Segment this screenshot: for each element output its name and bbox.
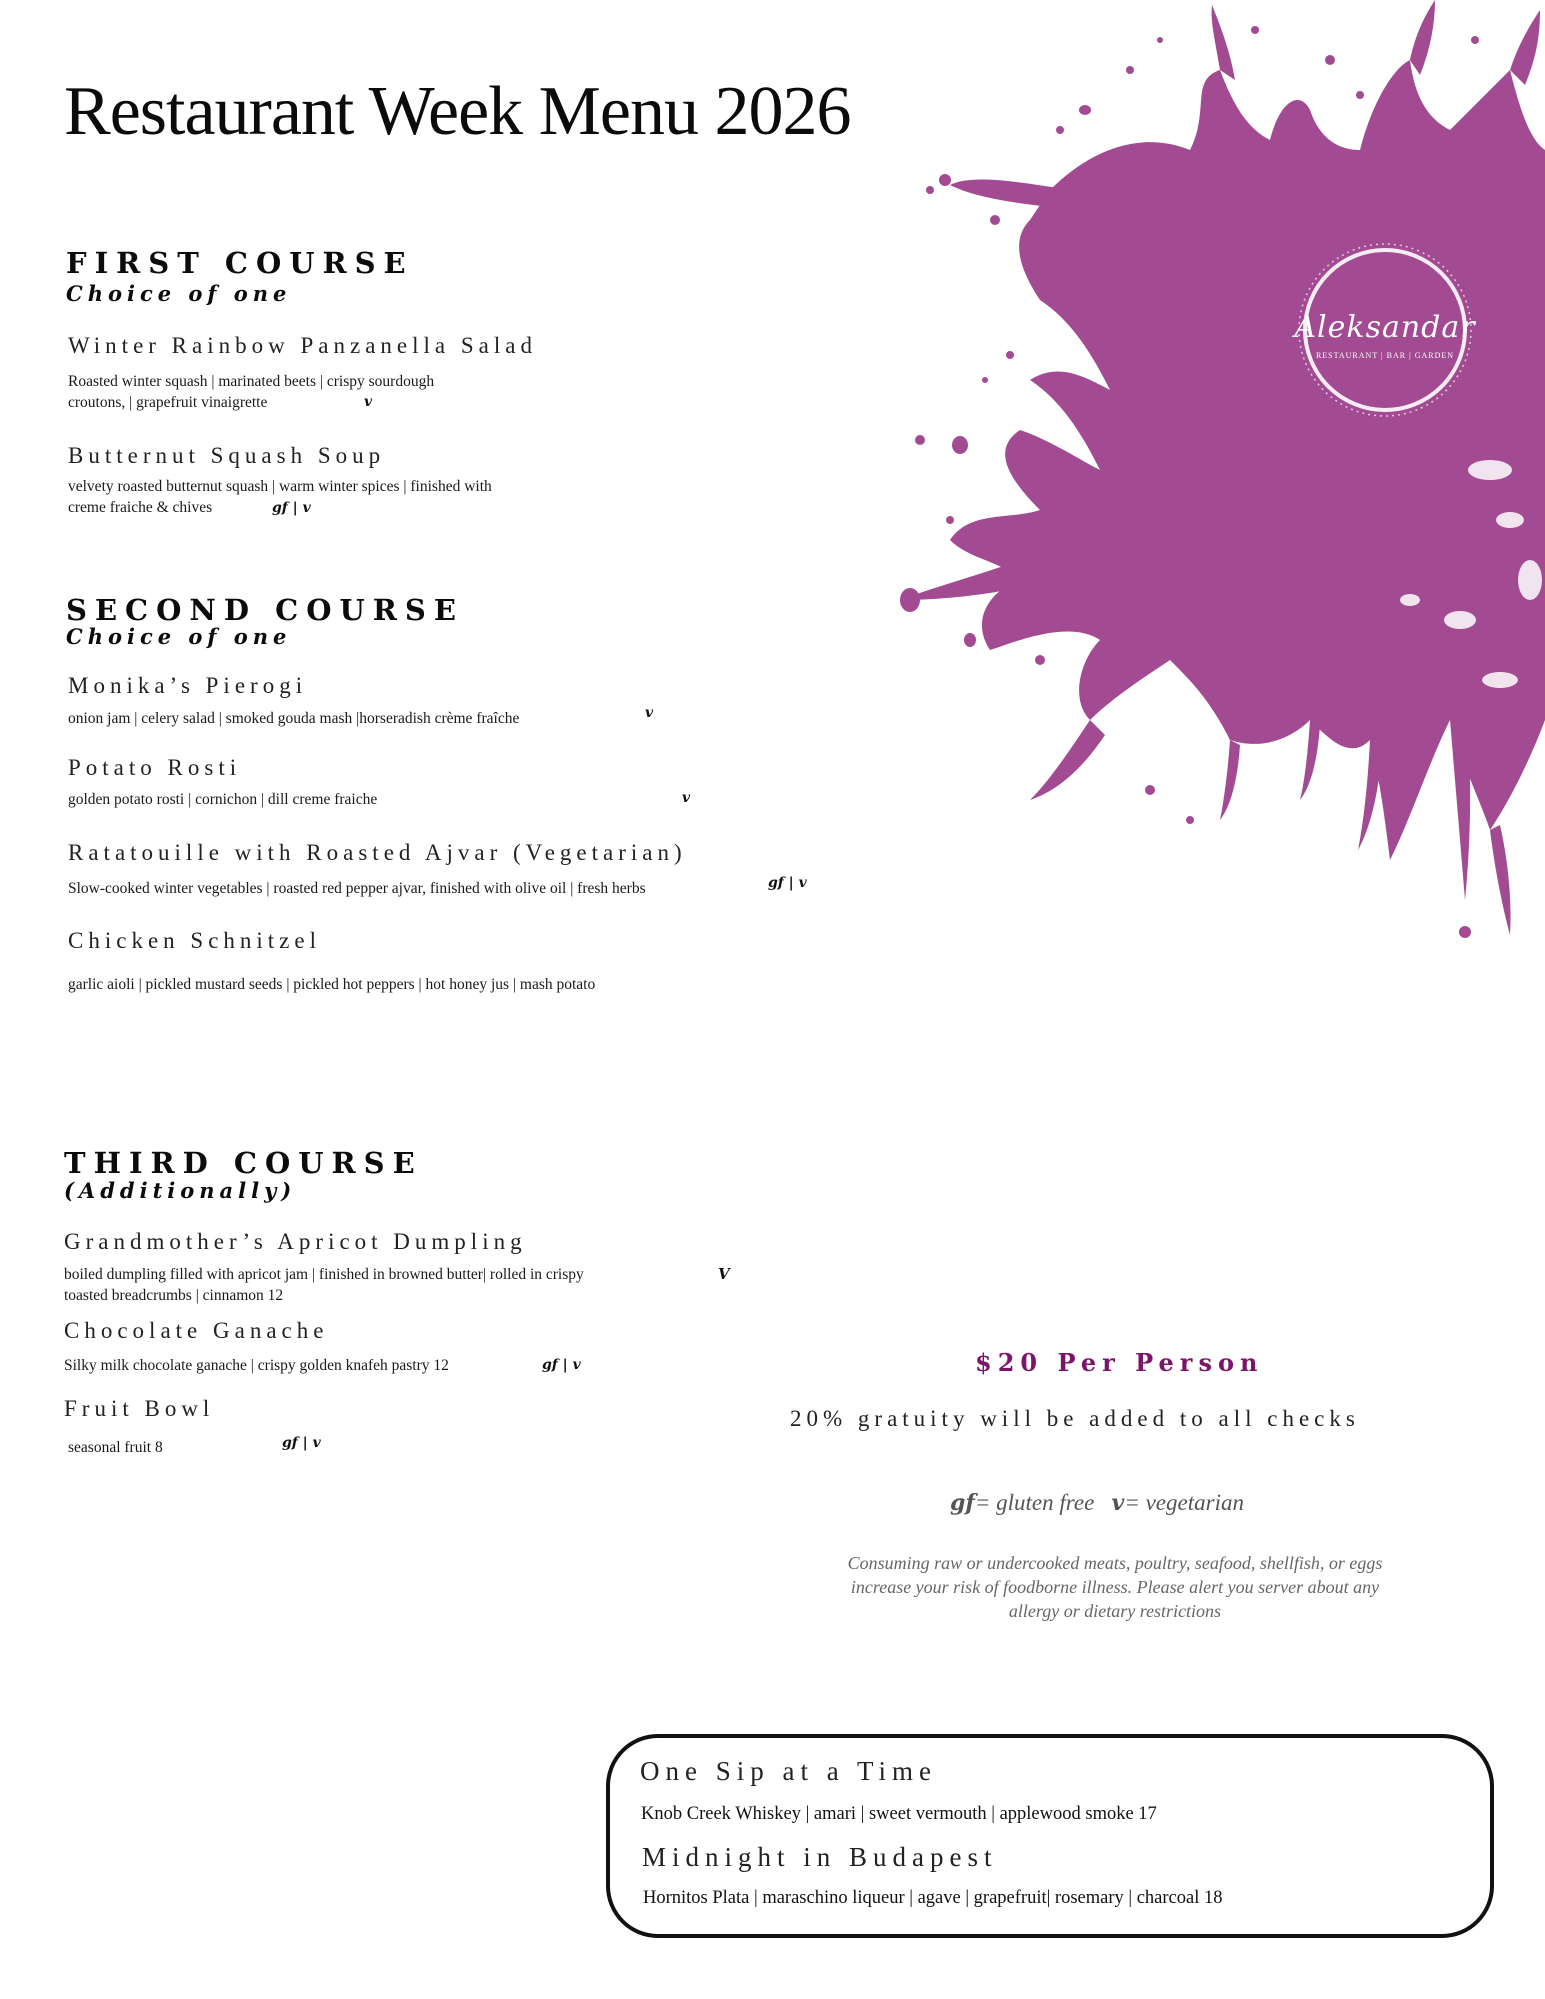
menu-item-desc: Roasted winter squash | marinated beets | crispy sourdough — [68, 373, 435, 390]
paint-splash-logo — [890, 0, 1545, 940]
menu-item-name: Butternut Squash Soup — [68, 443, 386, 468]
menu-item-name: Fruit Bowl — [64, 1396, 215, 1421]
second-course-subheading: Choice of one — [66, 624, 292, 649]
menu-item-desc: garlic aioli | pickled mustard seeds | pickled hot peppers | hot honey jus | mash potato — [68, 976, 596, 993]
menu-item-desc: toasted breadcrumbs | cinnamon 12 — [64, 1287, 284, 1304]
diet-tag: v — [645, 705, 654, 721]
third-course-heading: THIRD COURSE — [64, 1146, 423, 1180]
second-course-heading: SECOND COURSE — [66, 593, 464, 627]
legend-gf-key: gf — [950, 1490, 975, 1516]
menu-item-desc: onion jam | celery salad | smoked gouda mash |horseradish crème fraîche — [68, 710, 520, 727]
logo-script: Aleksandar — [1294, 310, 1476, 345]
drink-name: One Sip at a Time — [640, 1756, 938, 1786]
legend-v-text: = vegetarian — [1124, 1490, 1244, 1515]
menu-item-name: Chocolate Ganache — [64, 1318, 329, 1343]
logo — [1290, 310, 1480, 360]
menu-item-name: Potato Rosti — [68, 755, 242, 780]
menu-item-name: Chicken Schnitzel — [68, 928, 321, 953]
food-safety-disclaimer: Consuming raw or undercooked meats, poultry, seafood, shellfish, or eggs increase your risk of foodborne illness. Please alert you server about any allergy or dietary restrictions — [847, 1553, 1383, 1621]
diet-tag: gf | v — [542, 1357, 581, 1373]
diet-tag: V — [718, 1265, 730, 1283]
first-course-heading: FIRST COURSE — [66, 246, 414, 280]
menu-item-desc: croutons, | grapefruit vinaigrette — [68, 394, 268, 411]
diet-legend — [950, 1490, 1244, 1516]
diet-tag: v — [682, 790, 691, 806]
drink-name: Midnight in Budapest — [642, 1842, 998, 1872]
menu-item-desc: creme fraiche & chives — [68, 499, 213, 516]
menu-item-desc: boiled dumpling filled with apricot jam | finished in browned butter| rolled in crispy — [64, 1266, 584, 1283]
drink-desc: Hornitos Plata | maraschino liqueur | agave | grapefruit| rosemary | charcoal 18 — [643, 1888, 1223, 1908]
menu-item-name: Winter Rainbow Panzanella Salad — [68, 333, 537, 358]
price: $20 Per Person — [975, 1348, 1264, 1377]
menu-item-desc: golden potato rosti | cornichon | dill creme fraiche — [68, 791, 378, 808]
third-course-subheading: (Additionally) — [64, 1178, 297, 1203]
menu-item-desc: seasonal fruit 8 — [68, 1439, 163, 1456]
menu-item-desc: Silky milk chocolate ganache | crispy golden knafeh pastry 12 — [64, 1357, 449, 1374]
menu-item-name: Grandmother’s Apricot Dumpling — [64, 1229, 527, 1254]
legend-v-key: v — [1111, 1490, 1125, 1516]
diet-tag: gf | v — [282, 1435, 321, 1451]
page-title: Restaurant Week Menu 2026 — [64, 73, 851, 150]
legend-gf-text: = gluten free — [974, 1490, 1095, 1515]
diet-tag: v — [364, 394, 373, 410]
drink-desc: Knob Creek Whiskey | amari | sweet vermouth | applewood smoke 17 — [641, 1804, 1157, 1824]
gratuity-note: 20% gratuity will be added to all checks — [790, 1406, 1360, 1431]
menu-item-name: Ratatouille with Roasted Ajvar (Vegetarian) — [68, 840, 687, 865]
first-course-subheading: Choice of one — [66, 281, 292, 306]
diet-tag: gf | v — [272, 500, 311, 516]
logo-tagline: RESTAURANT | BAR | GARDEN — [1315, 351, 1455, 360]
menu-item-desc: Slow-cooked winter vegetables | roasted red pepper ajvar, finished with olive oil | fresh herbs — [68, 880, 646, 897]
menu-item-name: Monika’s Pierogi — [68, 673, 308, 698]
diet-tag: gf | v — [768, 875, 807, 891]
menu-item-desc: velvety roasted butternut squash | warm winter spices | finished with — [68, 478, 492, 495]
